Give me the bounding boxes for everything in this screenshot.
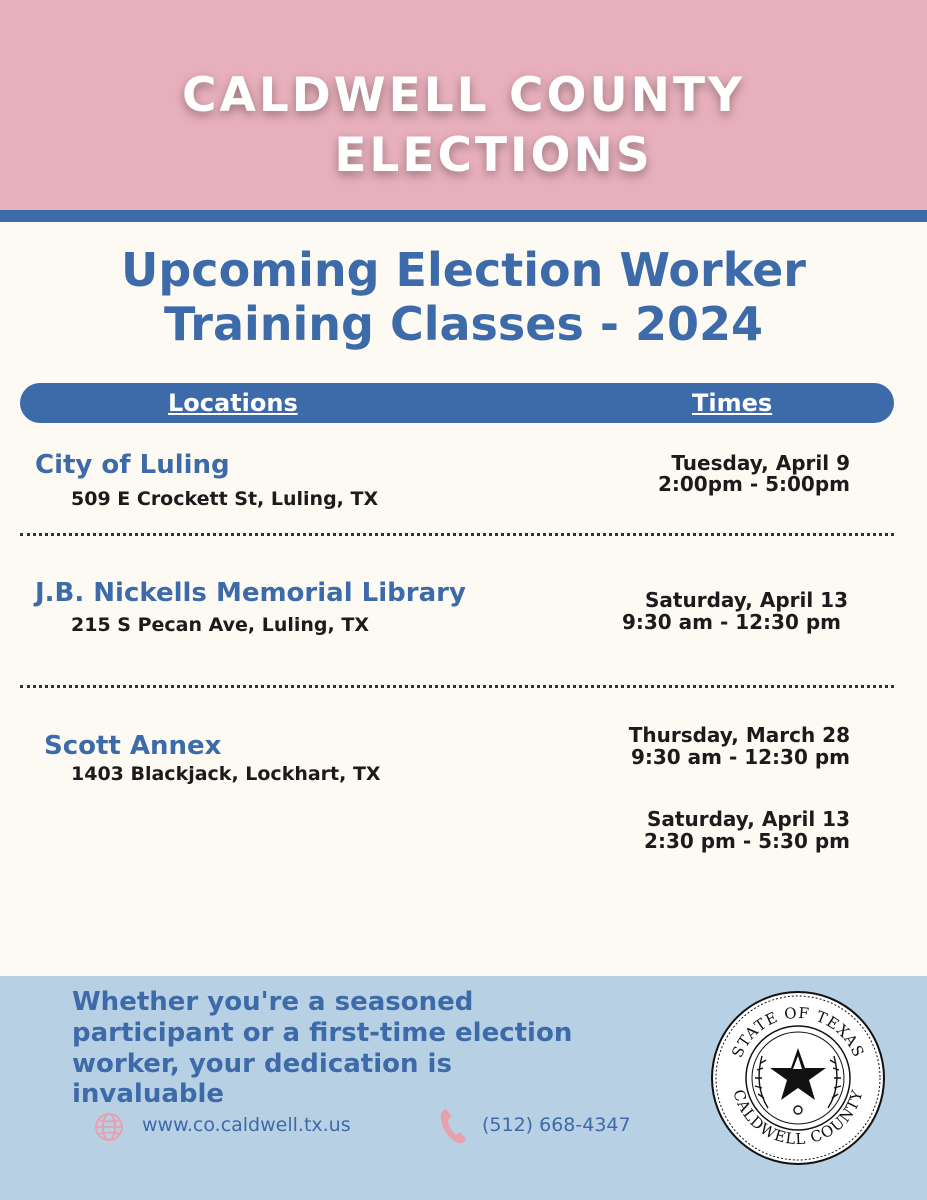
- svg-text:CALDWELL COUNTY: CALDWELL COUNTY: [729, 1087, 867, 1149]
- times-column-header: Times: [692, 389, 773, 417]
- header-divider: [0, 210, 927, 222]
- tagline-line1: Whether you're a seasoned: [72, 987, 474, 1017]
- tagline-line2: participant or a first-time election: [72, 1018, 573, 1048]
- session-hours: 9:30 am - 12:30 pm: [630, 745, 850, 769]
- session-day: Saturday, April 13: [647, 807, 850, 831]
- row-divider: [20, 533, 894, 536]
- org-title-line1: CALDWELL COUNTY: [181, 68, 746, 123]
- session-day: Thursday, March 28: [628, 723, 850, 747]
- location-name-luling: City of Luling: [35, 450, 230, 480]
- locations-column-header: Locations: [168, 389, 298, 417]
- org-title-line2: ELECTIONS: [334, 128, 653, 183]
- phone-icon: [438, 1106, 468, 1146]
- globe-icon: [93, 1111, 125, 1143]
- headline-line2: Training Classes - 2024: [163, 297, 764, 351]
- svg-text:STATE OF TEXAS: STATE OF TEXAS: [728, 1003, 868, 1061]
- location-address-luling: 509 E Crockett St, Luling, TX: [71, 488, 379, 510]
- website-link[interactable]: www.co.caldwell.tx.us: [142, 1114, 351, 1136]
- location-name-scott-annex: Scott Annex: [44, 731, 222, 761]
- session-day: Tuesday, April 9: [671, 451, 850, 475]
- session-hours: 2:30 pm - 5:30 pm: [644, 829, 850, 853]
- session-day: Saturday, April 13: [645, 588, 848, 612]
- county-seal: [710, 990, 886, 1166]
- phone-number[interactable]: (512) 668-4347: [482, 1114, 631, 1136]
- tagline-line3: worker, your dedication is: [72, 1049, 452, 1079]
- session-hours: 2:00pm - 5:00pm: [657, 472, 850, 496]
- location-address-scott-annex: 1403 Blackjack, Lockhart, TX: [71, 763, 381, 785]
- row-divider: [20, 685, 894, 688]
- headline-line1: Upcoming Election Worker: [121, 243, 806, 297]
- tagline-line4: invaluable: [72, 1079, 225, 1109]
- location-name-library: J.B. Nickells Memorial Library: [35, 578, 466, 608]
- location-address-library: 215 S Pecan Ave, Luling, TX: [71, 614, 369, 636]
- session-hours: 9:30 am - 12:30 pm: [621, 610, 841, 634]
